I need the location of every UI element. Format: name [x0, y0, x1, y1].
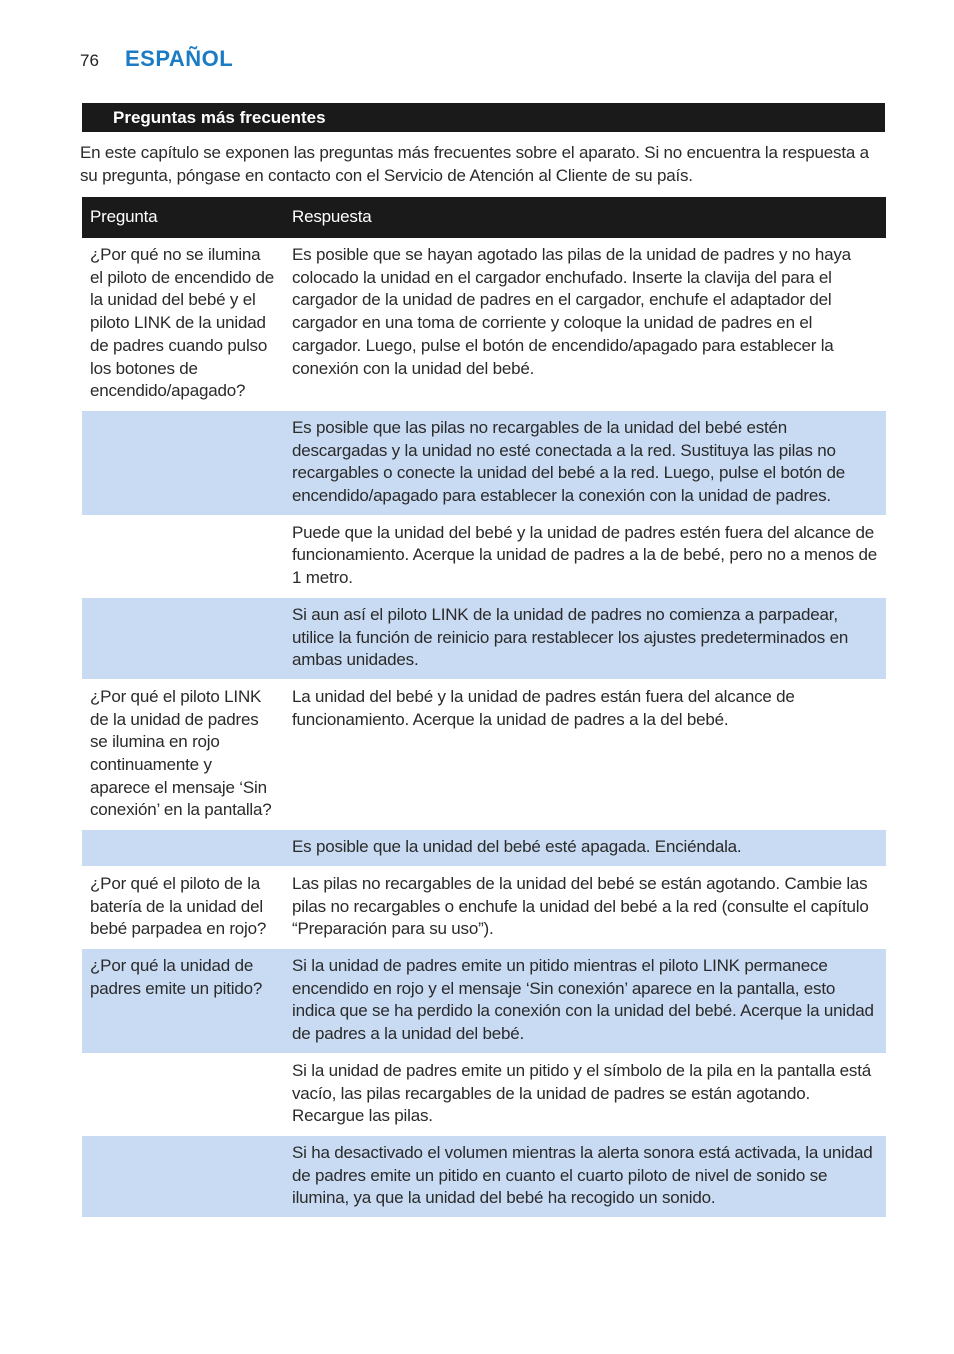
- page-number: 76: [80, 51, 99, 70]
- question-cell: [82, 597, 284, 679]
- question-cell: ¿Por qué el piloto de la batería de la unidad del bebé parpadea en rojo?: [82, 866, 284, 948]
- question-cell: ¿Por qué la unidad de padres emite un pitido?: [82, 948, 284, 1053]
- section-title: Preguntas más frecuentes: [113, 108, 326, 127]
- table-row: [82, 948, 886, 1053]
- table-row: [82, 866, 886, 948]
- answer-cell: Si aun así el piloto LINK de la unidad de padres no comienza a parpadear, utilice la función de reinicio para restablecer los ajustes predeterminados en ambas unidades.: [284, 597, 886, 679]
- answer-cell: Si la unidad de padres emite un pitido mientras el piloto LINK permanece encendido en rojo y el mensaje ‘Sin conexión’ aparece en la pantalla, esto indica que se ha perdido la conexión con la unidad del bebé. Acerque la unidad de padres a la unidad del bebé.: [284, 948, 886, 1053]
- question-cell: ¿Por qué no se ilumina el piloto de encendido de la unidad del bebé y el piloto LINK de la unidad de padres cuando pulso los botones de encendido/apagado?: [82, 238, 284, 410]
- table-row: [82, 238, 886, 410]
- language-heading: ESPAÑOL: [125, 46, 234, 71]
- question-cell: [82, 515, 284, 597]
- answer-cell: Es posible que se hayan agotado las pilas de la unidad de padres y no haya colocado la unidad en el cargador enchufado. Inserte la clavija del para el cargador de la unidad de padres en el cargador, enchufe el adaptador del cargador en una toma de corriente y coloque la unidad de padres en el cargador. Luego, pulse el botón de encendido/apagado para establecer la conexión con la unidad del bebé.: [284, 238, 886, 410]
- answer-cell: Puede que la unidad del bebé y la unidad de padres estén fuera del alcance de funcionamiento. Acerque la unidad de padres a la de bebé, pero no a menos de 1 metro.: [284, 515, 886, 597]
- answer-cell: Es posible que las pilas no recargables de la unidad del bebé estén descargadas y la unidad no esté conectada a la red. Sustituya las pilas no recargables o conecte la unidad del bebé a la red. Luego, pulse el botón de encendido/apagado para establecer la conexión con la unidad de padres.: [284, 410, 886, 515]
- header-answer: Respuesta: [284, 197, 886, 238]
- question-cell: [82, 1135, 284, 1217]
- answer-cell: Si la unidad de padres emite un pitido y el símbolo de la pila en la pantalla está vacío, las pilas recargables de la unidad de padres se están agotando. Recargue las pilas.: [284, 1053, 886, 1135]
- answer-cell: Si ha desactivado el volumen mientras la alerta sonora está activada, la unidad de padres emite un pitido en cuanto el cuarto piloto de nivel de sonido se ilumina, ya que la unidad del bebé ha recogido un sonido.: [284, 1135, 886, 1217]
- intro-paragraph: En este capítulo se exponen las preguntas más frecuentes sobre el aparato. Si no encuentra la respuesta a su pregunta, póngase en contacto con el Servicio de Atención al Cliente de su país.: [80, 143, 869, 185]
- answer-cell: La unidad del bebé y la unidad de padres están fuera del alcance de funcionamiento. Acerque la unidad de padres a la del bebé.: [284, 679, 886, 829]
- question-cell: [82, 410, 284, 515]
- table-row: [82, 597, 886, 679]
- table-row: [82, 515, 886, 597]
- answer-cell: Las pilas no recargables de la unidad del bebé se están agotando. Cambie las pilas no recargables o enchufe la unidad del bebé a la red (consulte el capítulo “Preparación para su uso”).: [284, 866, 886, 948]
- answer-cell: Es posible que la unidad del bebé esté apagada. Enciéndala.: [284, 830, 886, 867]
- header-question: Pregunta: [82, 197, 284, 238]
- table-row: [82, 410, 886, 515]
- table-header-row: [82, 197, 886, 238]
- question-cell: [82, 1053, 284, 1135]
- question-cell: ¿Por qué el piloto LINK de la unidad de padres se ilumina en rojo continuamente y aparece el mensaje ‘Sin conexión’ en la pantalla?: [82, 679, 284, 829]
- table-row: [82, 830, 886, 867]
- table-row: [82, 1053, 886, 1135]
- faq-table: [82, 197, 886, 1217]
- question-cell: [82, 830, 284, 867]
- section-header-bar: [82, 103, 885, 132]
- table-row: [82, 1135, 886, 1217]
- table-row: [82, 679, 886, 829]
